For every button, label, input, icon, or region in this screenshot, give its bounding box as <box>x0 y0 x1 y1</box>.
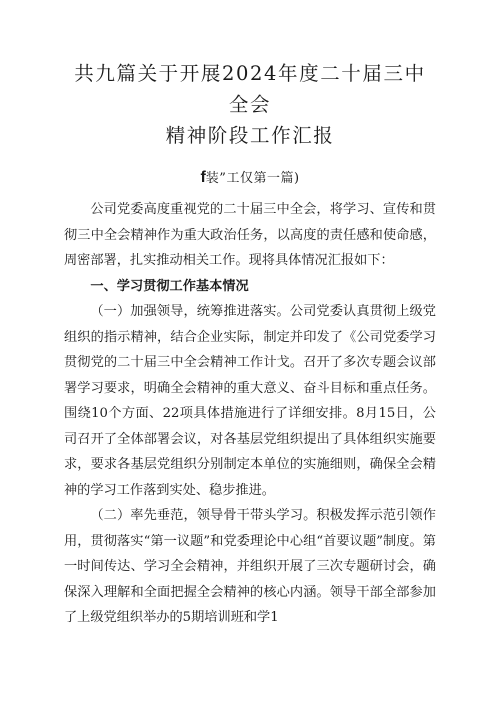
body-paragraph-1: （一）加强领导，统筹推进落实。公司党委认真贯彻上级党组织的指示精神，结合企业实际，制定并印发了《公司党委学习贯彻党的二十届三中全会精神工作计戈。召开了多次专题会议部署学习要求，明确全会精神的重大意义、奋斗目标和重点任务。围绕10个方面、22项具体措施进行了详细安排。8月15日，公司召开了全体部署会议，对各基层党组织提出了具体组织实施要求，要求各基层党组织分别制定本单位的实施细则，确保全会精神的学习工作落到实处、稳步推进。 <box>64 304 436 498</box>
subtitle-lead: f <box>200 169 206 186</box>
document-subtitle <box>64 167 436 187</box>
title-line-2: 精神阶段工作汇报 <box>165 124 335 147</box>
intro-paragraph: 公司党委高度重视党的二十届三中全会，将学习、宣传和贯彻三中全会精神作为重大政治任务，以高度的责任感和使命感，周密部署，扎实推动相关工作。现将具体情况汇报如下： <box>64 202 436 268</box>
title-line-1: 共九篇关于开展2024年度二十届三中全会 <box>74 62 426 116</box>
document-title <box>64 58 436 151</box>
body-paragraph-2: （二）率先垂范，领导骨干带头学习。积极发挥示范引领作用，贯彻落实“第一议题”和党委理论中心组“首要议题”制度。第一时间传达、学习全会精神，并组织开展了三次专题研讨会，确保深入理解和全面把握全会精神的核心内涵。领导干部全部参加了上级党组织举办的5期培训班和学1 <box>64 508 436 625</box>
section-heading: 一、学习贯彻工作基本情况 <box>90 278 249 294</box>
subtitle-text: 装”工仅第一篇) <box>205 171 300 186</box>
